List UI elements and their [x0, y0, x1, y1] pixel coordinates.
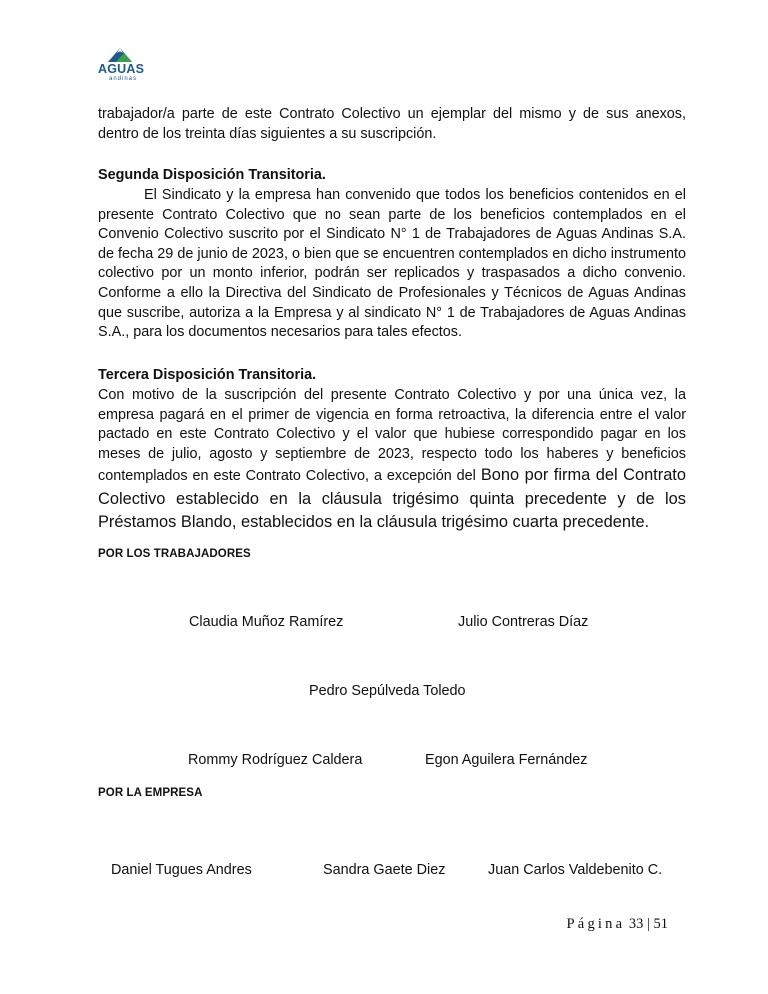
logo-subtext: andinas [109, 76, 138, 82]
signatory-company-2: Sandra Gaete Diez [323, 862, 446, 878]
tercera-disposicion-paragraph [98, 386, 686, 535]
total-pages: 51 [653, 916, 668, 932]
page-word: Página [566, 916, 626, 932]
signatory-worker-3: Pedro Sepúlveda Toledo [309, 683, 466, 699]
intro-paragraph: trabajador/a parte de este Contrato Colectivo un ejemplar del mismo y de sus anexos, dentro de los treinta días siguientes a su suscripción. [98, 106, 686, 142]
segunda-disposicion-paragraph: El Sindicato y la empresa han convenido que todos los beneficios contenidos en el presente Contrato Colectivo que no sean parte de los beneficios contemplados en el Convenio Colectivo suscrito por el Sindicato N° 1 de Trabajadores de Aguas Andinas S.A. de fecha 29 de junio de 2023, o bien que se encuentren contemplados en dicho instrumento colectivo por un monto inferior, podrán ser replicados y traspasados a dicho convenio. Conforme a ello la Directiva del Sindicato de Profesionales y Técnicos de Aguas Andinas que suscribe, autoriza a la Empresa y al sindicato N° 1 de Trabajadores de Aguas Andinas S.A., para los documentos necesarios para tales efectos. [98, 187, 686, 341]
signatory-worker-4: Rommy Rodríguez Caldera [188, 752, 363, 768]
signatory-company-1: Daniel Tugues Andres [111, 862, 252, 878]
tercera-text-part-a: Con motivo de la suscripción del presente Contrato Colectivo y por una única vez, la empresa pagará en el primer de vigencia en forma retroactiva, la diferencia entre el valor pactado en este Contrato Colectivo y el valor que hubiese correspondido pagar en los meses de julio, agosto y septiembre de 2023, respecto todo los haberes y beneficios contemplados en este Contrato Colectivo, a excepción del [98, 387, 686, 485]
page-footer [567, 916, 668, 933]
aguas-andinas-logo [96, 44, 148, 86]
tercera-disposicion-title: Tercera Disposición Transitoria. [98, 367, 317, 383]
logo-text: AGUAS [98, 62, 145, 76]
signatory-worker-5: Egon Aguilera Fernández [425, 752, 588, 768]
mountain-logo-icon [96, 44, 148, 64]
signatory-company-3: Juan Carlos Valdebenito C. [488, 862, 663, 878]
signatory-worker-1: Claudia Muñoz Ramírez [189, 614, 344, 630]
page-number: 33 [628, 916, 644, 932]
tercera-text-part-b: Bono por firma del Contrato Colectivo establecido en la cláusula trigésimo quinta precedente y de los Préstamos Blando, establecidos en la cláusula trigésimo cuarta precedente. [98, 466, 686, 532]
workers-section-label: POR LOS TRABAJADORES [98, 548, 251, 560]
segunda-disposicion-title: Segunda Disposición Transitoria. [98, 167, 326, 183]
signatory-worker-2: Julio Contreras Díaz [458, 614, 589, 630]
page-separator: | [643, 916, 654, 932]
company-section-label: POR LA EMPRESA [98, 787, 203, 799]
